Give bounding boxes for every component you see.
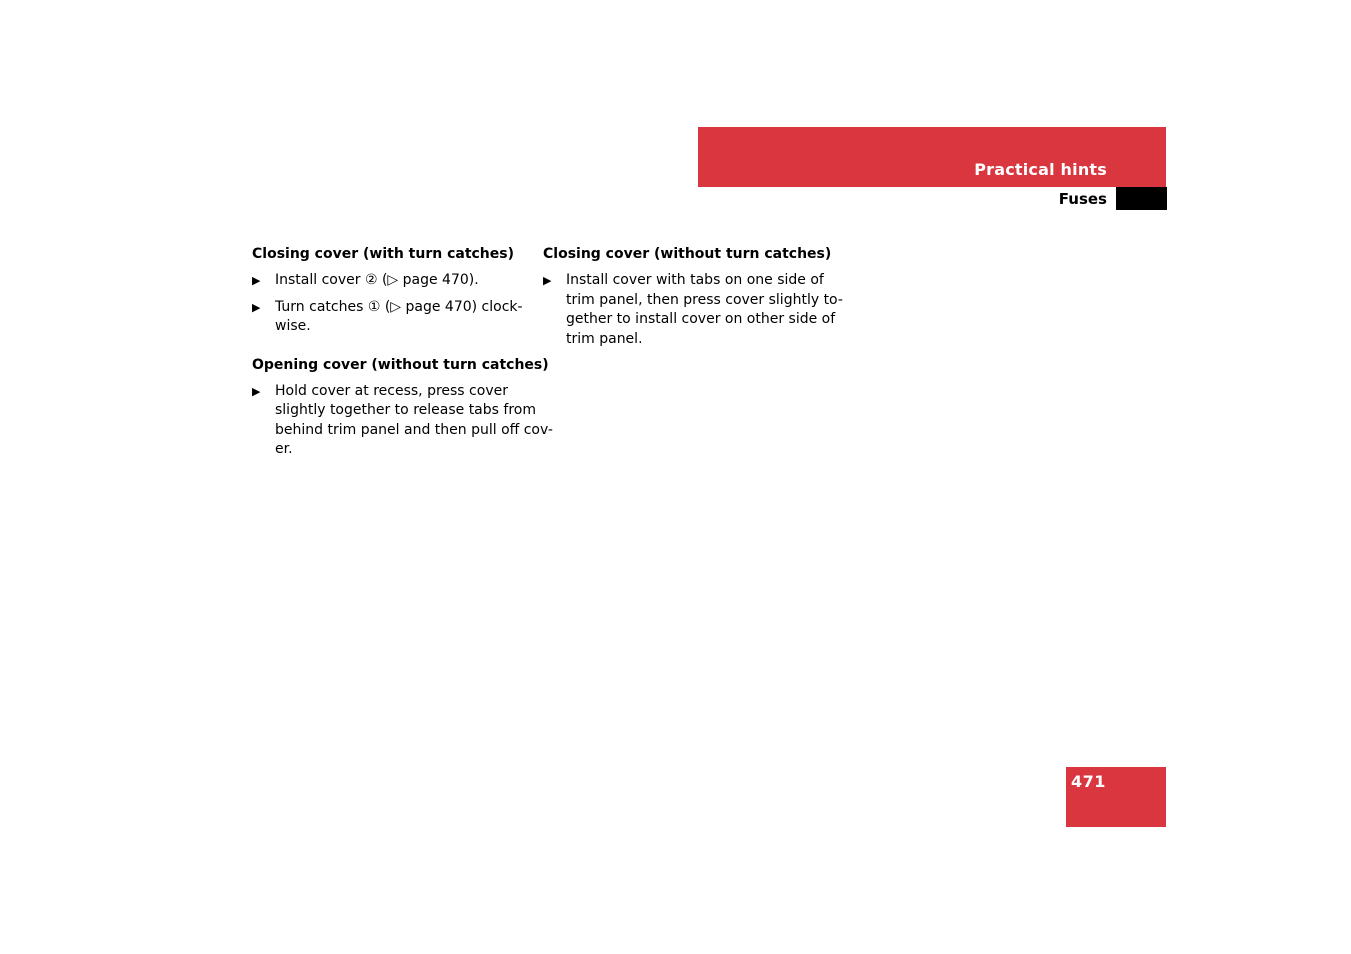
instruction-text: behind trim panel and then pull off cov-: [275, 421, 553, 438]
instruction-list: [252, 382, 553, 460]
page-number: 471: [1071, 772, 1106, 791]
instruction-text: Install cover with tabs on one side of: [566, 272, 824, 288]
page-number-box: [1066, 767, 1166, 827]
bullet-arrow-icon: ▶: [252, 274, 261, 287]
instruction-text: Install cover ② (▷ page 470).: [275, 272, 479, 288]
instruction-step: [543, 271, 843, 349]
instruction-list: [252, 271, 532, 337]
instruction-group: [543, 244, 843, 349]
left-column: [252, 244, 553, 478]
instruction-heading: Opening cover (without turn catches): [252, 356, 549, 373]
bullet-arrow-icon: ▶: [543, 274, 552, 287]
section-title: Practical hints: [974, 160, 1107, 179]
instruction-heading: Closing cover (without turn catches): [543, 246, 832, 262]
instruction-text: er.: [275, 441, 293, 457]
instruction-heading: Closing cover (with turn catches): [252, 246, 515, 262]
instruction-group: [252, 355, 553, 460]
section-header-band: [698, 127, 1166, 187]
instruction-step: [252, 298, 532, 337]
subsection-title: Fuses: [1058, 190, 1107, 208]
instruction-text: gether to install cover on other side of: [566, 311, 836, 327]
instruction-text: Turn catches ① (▷ page 470) clock-: [275, 298, 523, 315]
instruction-text: trim panel.: [566, 330, 643, 347]
section-tab-marker: [1116, 187, 1167, 210]
bullet-arrow-icon: ▶: [252, 384, 261, 398]
instruction-step: [252, 382, 553, 460]
bullet-arrow-icon: ▶: [252, 300, 261, 314]
instruction-step: [252, 271, 532, 291]
instruction-group: [252, 244, 532, 337]
instruction-text: Hold cover at recess, press cover: [275, 382, 508, 399]
instruction-text: slightly together to release tabs from: [275, 402, 536, 418]
instruction-text: wise.: [275, 318, 311, 334]
right-column: [543, 244, 843, 367]
instruction-text: trim panel, then press cover slightly to-: [566, 291, 843, 308]
instruction-list: [543, 271, 843, 349]
